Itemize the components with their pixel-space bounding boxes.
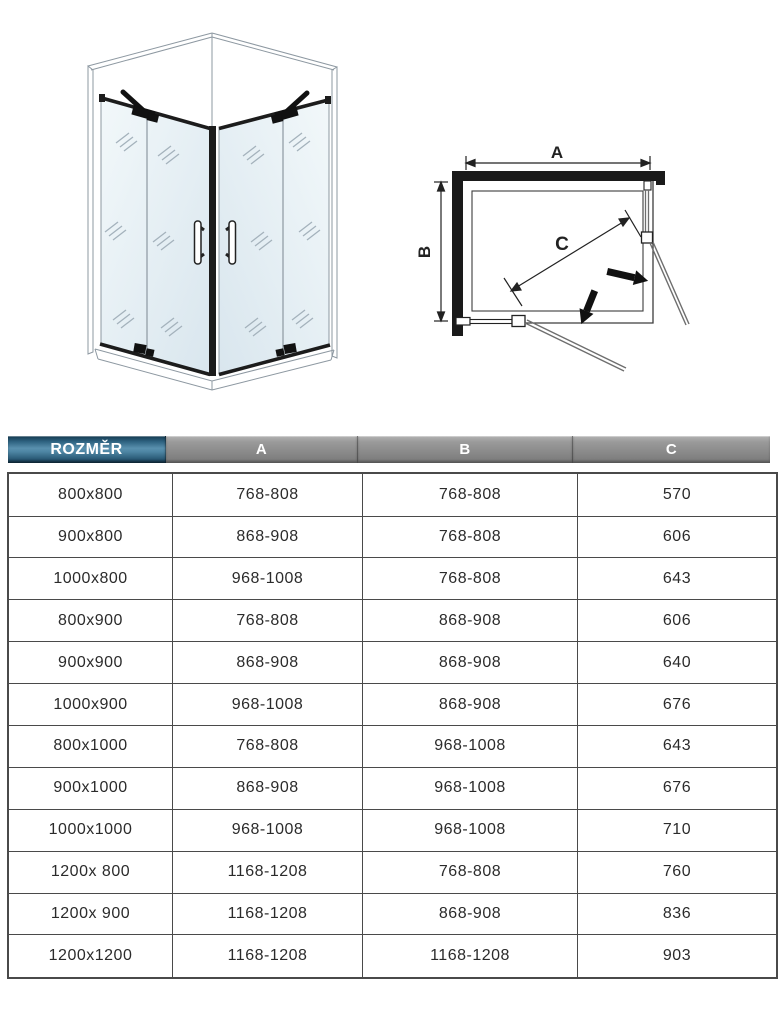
table-row [8, 893, 777, 935]
cell-size: 1000x800 [8, 558, 173, 600]
cell-c: 710 [578, 809, 778, 851]
dimension-c [504, 210, 641, 306]
cell-b: 868-908 [363, 642, 578, 684]
dimension-label-b: B [415, 245, 434, 259]
cell-size: 1000x900 [8, 684, 173, 726]
corner-post [209, 126, 216, 376]
cell-size: 900x900 [8, 642, 173, 684]
cell-size: 900x1000 [8, 767, 173, 809]
cell-size: 800x900 [8, 600, 173, 642]
cell-b: 768-808 [363, 851, 578, 893]
cell-a: 968-1008 [173, 809, 363, 851]
cell-size: 800x800 [8, 473, 173, 516]
bottom-door [456, 316, 626, 372]
cell-a: 868-908 [173, 642, 363, 684]
cell-c: 643 [578, 725, 778, 767]
cell-b: 968-1008 [363, 767, 578, 809]
left-door-handle [195, 221, 202, 264]
top-view-dimension-diagram [415, 133, 715, 385]
cell-c: 760 [578, 851, 778, 893]
cell-c: 903 [578, 935, 778, 978]
cell-size: 1200x1200 [8, 935, 173, 978]
cell-a: 768-808 [173, 473, 363, 516]
table-row [8, 684, 777, 726]
shower-enclosure-illustration [60, 10, 370, 410]
cell-size: 1200x 800 [8, 851, 173, 893]
table-header-rozmer: ROZMĚR [8, 436, 166, 463]
cell-b: 1168-1208 [363, 935, 578, 978]
cell-c: 676 [578, 684, 778, 726]
cell-c: 606 [578, 516, 778, 558]
top-hinge-brackets [123, 92, 307, 123]
cell-a: 868-908 [173, 767, 363, 809]
right-door [642, 181, 690, 325]
cell-size: 1200x 900 [8, 893, 173, 935]
cell-a: 1168-1208 [173, 851, 363, 893]
cell-b: 768-808 [363, 516, 578, 558]
table-row [8, 851, 777, 893]
cell-b: 868-908 [363, 893, 578, 935]
dimension-b [415, 182, 448, 321]
table-header-c: C [573, 436, 770, 463]
cell-a: 1168-1208 [173, 893, 363, 935]
cell-c: 606 [578, 600, 778, 642]
dimension-label-a: A [550, 143, 564, 162]
dimension-a [466, 143, 650, 170]
cell-size: 900x800 [8, 516, 173, 558]
table-row [8, 767, 777, 809]
cell-size: 1000x1000 [8, 809, 173, 851]
table-row [8, 473, 777, 516]
dimension-label-c: C [555, 234, 569, 255]
cell-size: 800x1000 [8, 725, 173, 767]
cell-c: 640 [578, 642, 778, 684]
cell-a: 768-808 [173, 725, 363, 767]
cell-a: 968-1008 [173, 684, 363, 726]
dimension-table [7, 472, 778, 979]
cell-c: 643 [578, 558, 778, 600]
cell-a: 768-808 [173, 600, 363, 642]
door-swing-arrow-bottom [574, 288, 601, 327]
table-row [8, 600, 777, 642]
cell-b: 868-908 [363, 600, 578, 642]
table-row [8, 558, 777, 600]
cell-b: 768-808 [363, 473, 578, 516]
cell-a: 1168-1208 [173, 935, 363, 978]
right-door-handle [229, 221, 236, 264]
cell-b: 968-1008 [363, 809, 578, 851]
table-header-a: A [166, 436, 358, 463]
cell-b: 768-808 [363, 558, 578, 600]
table-row [8, 725, 777, 767]
cell-c: 570 [578, 473, 778, 516]
cell-a: 968-1008 [173, 558, 363, 600]
table-header [8, 436, 770, 463]
cell-b: 968-1008 [363, 725, 578, 767]
cell-c: 836 [578, 893, 778, 935]
cell-a: 868-908 [173, 516, 363, 558]
table-row [8, 516, 777, 558]
table-row [8, 809, 777, 851]
cell-b: 868-908 [363, 684, 578, 726]
table-row [8, 935, 777, 978]
cell-c: 676 [578, 767, 778, 809]
table-row [8, 642, 777, 684]
table-header-b: B [358, 436, 573, 463]
